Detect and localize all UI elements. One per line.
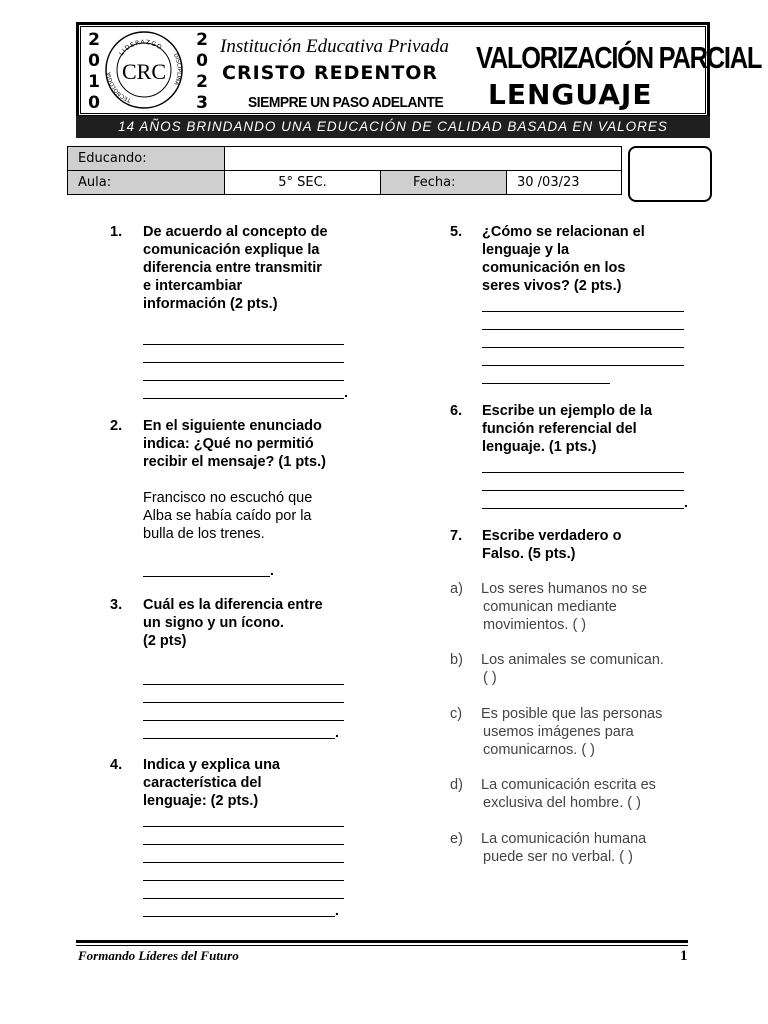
question-text: En el siguiente enunciado (143, 418, 322, 434)
year-digit: 0 (88, 93, 100, 113)
question-text: Cuál es la diferencia entre (143, 597, 323, 613)
option-letter: e) (450, 831, 463, 847)
date-label: Fecha: (381, 171, 507, 195)
period-mark: . (684, 494, 688, 510)
page-number: 1 (680, 948, 688, 964)
answer-line[interactable] (482, 508, 684, 509)
student-info-table (67, 146, 622, 195)
option-text: Los animales se comunican. (481, 652, 664, 668)
question-text: recibir el mensaje? (1 pts.) (143, 454, 326, 470)
question-text: comunicación explique la (143, 242, 320, 258)
option-text[interactable]: ( ) (483, 670, 497, 686)
year-digit: 2 (88, 30, 100, 50)
option-letter: b) (450, 652, 463, 668)
question-text: lenguaje: (2 pts.) (143, 793, 259, 809)
question-text: indica: ¿Qué no permitió (143, 436, 314, 452)
answer-line[interactable] (143, 898, 344, 899)
answer-line[interactable] (143, 738, 335, 739)
classroom-value: 5° SEC. (225, 171, 381, 195)
evaluation-title: VALORIZACIÓN PARCIAL (476, 40, 762, 75)
option-text: comunican mediante (483, 599, 617, 615)
question-text: Falso. (5 pts.) (482, 546, 576, 562)
answer-line[interactable] (143, 826, 344, 827)
answer-line[interactable] (482, 472, 684, 473)
question-number: 1. (110, 224, 123, 240)
year-digit: 2 (196, 72, 208, 92)
logo-ring-left: TECNOLOGÍA (106, 71, 132, 103)
answer-line[interactable] (143, 720, 344, 721)
year-digit: 1 (88, 72, 100, 92)
year-right (192, 30, 212, 114)
school-name: CRISTO REDENTOR (222, 62, 439, 84)
answer-line[interactable] (143, 880, 344, 881)
grade-box[interactable] (628, 146, 712, 202)
question-text: comunicación en los (482, 260, 626, 276)
student-label: Educando: (68, 147, 225, 171)
logo-ring-right: DISCIPLINA (171, 52, 182, 86)
question-text: seres vivos? (2 pts.) (482, 278, 622, 294)
subject-title: LENGUAJE (488, 78, 653, 111)
logo-ring-top: LIDERAZGO (117, 38, 164, 58)
question-number: 4. (110, 757, 123, 773)
question-number: 7. (450, 528, 463, 544)
passage-line: Francisco no escuchó que (143, 490, 313, 506)
option-letter: d) (450, 777, 463, 793)
answer-line[interactable] (482, 329, 684, 330)
question-number: 3. (110, 597, 123, 613)
option-text: La comunicación humana (481, 831, 647, 847)
answer-line[interactable] (482, 365, 684, 366)
question-text: De acuerdo al concepto de (143, 224, 328, 240)
school-logo (104, 30, 184, 110)
question-text: Escribe un ejemplo de la (482, 403, 653, 419)
option-text: Es posible que las personas (481, 706, 663, 722)
question-text: diferencia entre transmitir (143, 260, 322, 276)
year-digit: 0 (196, 51, 208, 71)
footer-rule (76, 940, 688, 943)
question-text: Indica y explica una (143, 757, 280, 773)
question-number: 2. (110, 418, 123, 434)
svg-text:LIDERAZGO (118, 39, 164, 57)
option-text: Los seres humanos no se (481, 581, 648, 597)
answer-line[interactable] (482, 311, 684, 312)
footer-slogan: Formando Líderes del Futuro (78, 948, 239, 963)
year-left (84, 30, 104, 114)
answer-line[interactable] (143, 916, 335, 917)
answer-line[interactable] (482, 347, 684, 348)
option-letter: c) (450, 706, 463, 722)
option-text[interactable]: comunicarnos. ( ) (483, 742, 596, 758)
question-text: lenguaje y la (482, 242, 570, 258)
option-letter: a) (450, 581, 463, 597)
header-banner (76, 116, 710, 138)
question-2-passage (143, 489, 373, 543)
answer-line[interactable] (143, 344, 344, 345)
option-text: La comunicación escrita es (481, 777, 656, 793)
banner-text: 14 AÑOS BRINDANDO UNA EDUCACIÓN DE CALIDAD BASADA EN VALORES (118, 119, 668, 134)
answer-line[interactable] (143, 398, 344, 399)
school-motto: SIEMPRE UN PASO ADELANTE (248, 94, 444, 111)
period-mark: . (335, 724, 339, 740)
option-text[interactable]: movimientos. ( ) (483, 617, 587, 633)
question-text: ¿Cómo se relacionan el (482, 224, 645, 240)
period-mark: . (344, 384, 348, 400)
question-text: función referencial del (482, 421, 637, 437)
answer-line[interactable] (143, 862, 344, 863)
option-text[interactable]: exclusiva del hombre. ( ) (483, 795, 641, 811)
logo-letters: CRC (121, 59, 167, 84)
question-number: 6. (450, 403, 463, 419)
question-text: lenguaje. (1 pts.) (482, 439, 597, 455)
answer-line[interactable] (143, 684, 344, 685)
question-text: (2 pts) (143, 633, 187, 649)
passage-line: bulla de los trenes. (143, 526, 265, 542)
answer-line[interactable] (482, 490, 684, 491)
year-digit: 2 (196, 30, 208, 50)
option-text[interactable]: puede ser no verbal. ( ) (483, 849, 633, 865)
year-digit: 3 (196, 93, 208, 113)
option-text: usemos imágenes para (483, 724, 634, 740)
institution-type: Institución Educativa Privada (220, 36, 450, 57)
period-mark: . (335, 902, 339, 918)
answer-line[interactable] (143, 380, 344, 381)
answer-line[interactable] (143, 362, 344, 363)
year-digit: 0 (88, 51, 100, 71)
date-value: 30 /03/23 (507, 171, 622, 195)
passage-line: Alba se había caído por la (143, 508, 312, 524)
footer-rule (76, 945, 688, 946)
period-mark: . (270, 562, 274, 578)
question-text: e intercambiar (143, 278, 243, 294)
question-number: 5. (450, 224, 463, 240)
student-field[interactable] (225, 147, 622, 171)
classroom-label: Aula: (68, 171, 225, 195)
question-text: Escribe verdadero o (482, 528, 622, 544)
answer-line[interactable] (143, 844, 344, 845)
answer-line[interactable] (143, 702, 344, 703)
answer-line[interactable] (143, 576, 270, 577)
question-text: característica del (143, 775, 262, 791)
question-text: información (2 pts.) (143, 296, 278, 312)
question-text: un signo y un ícono. (143, 615, 284, 631)
answer-line[interactable] (482, 383, 610, 384)
